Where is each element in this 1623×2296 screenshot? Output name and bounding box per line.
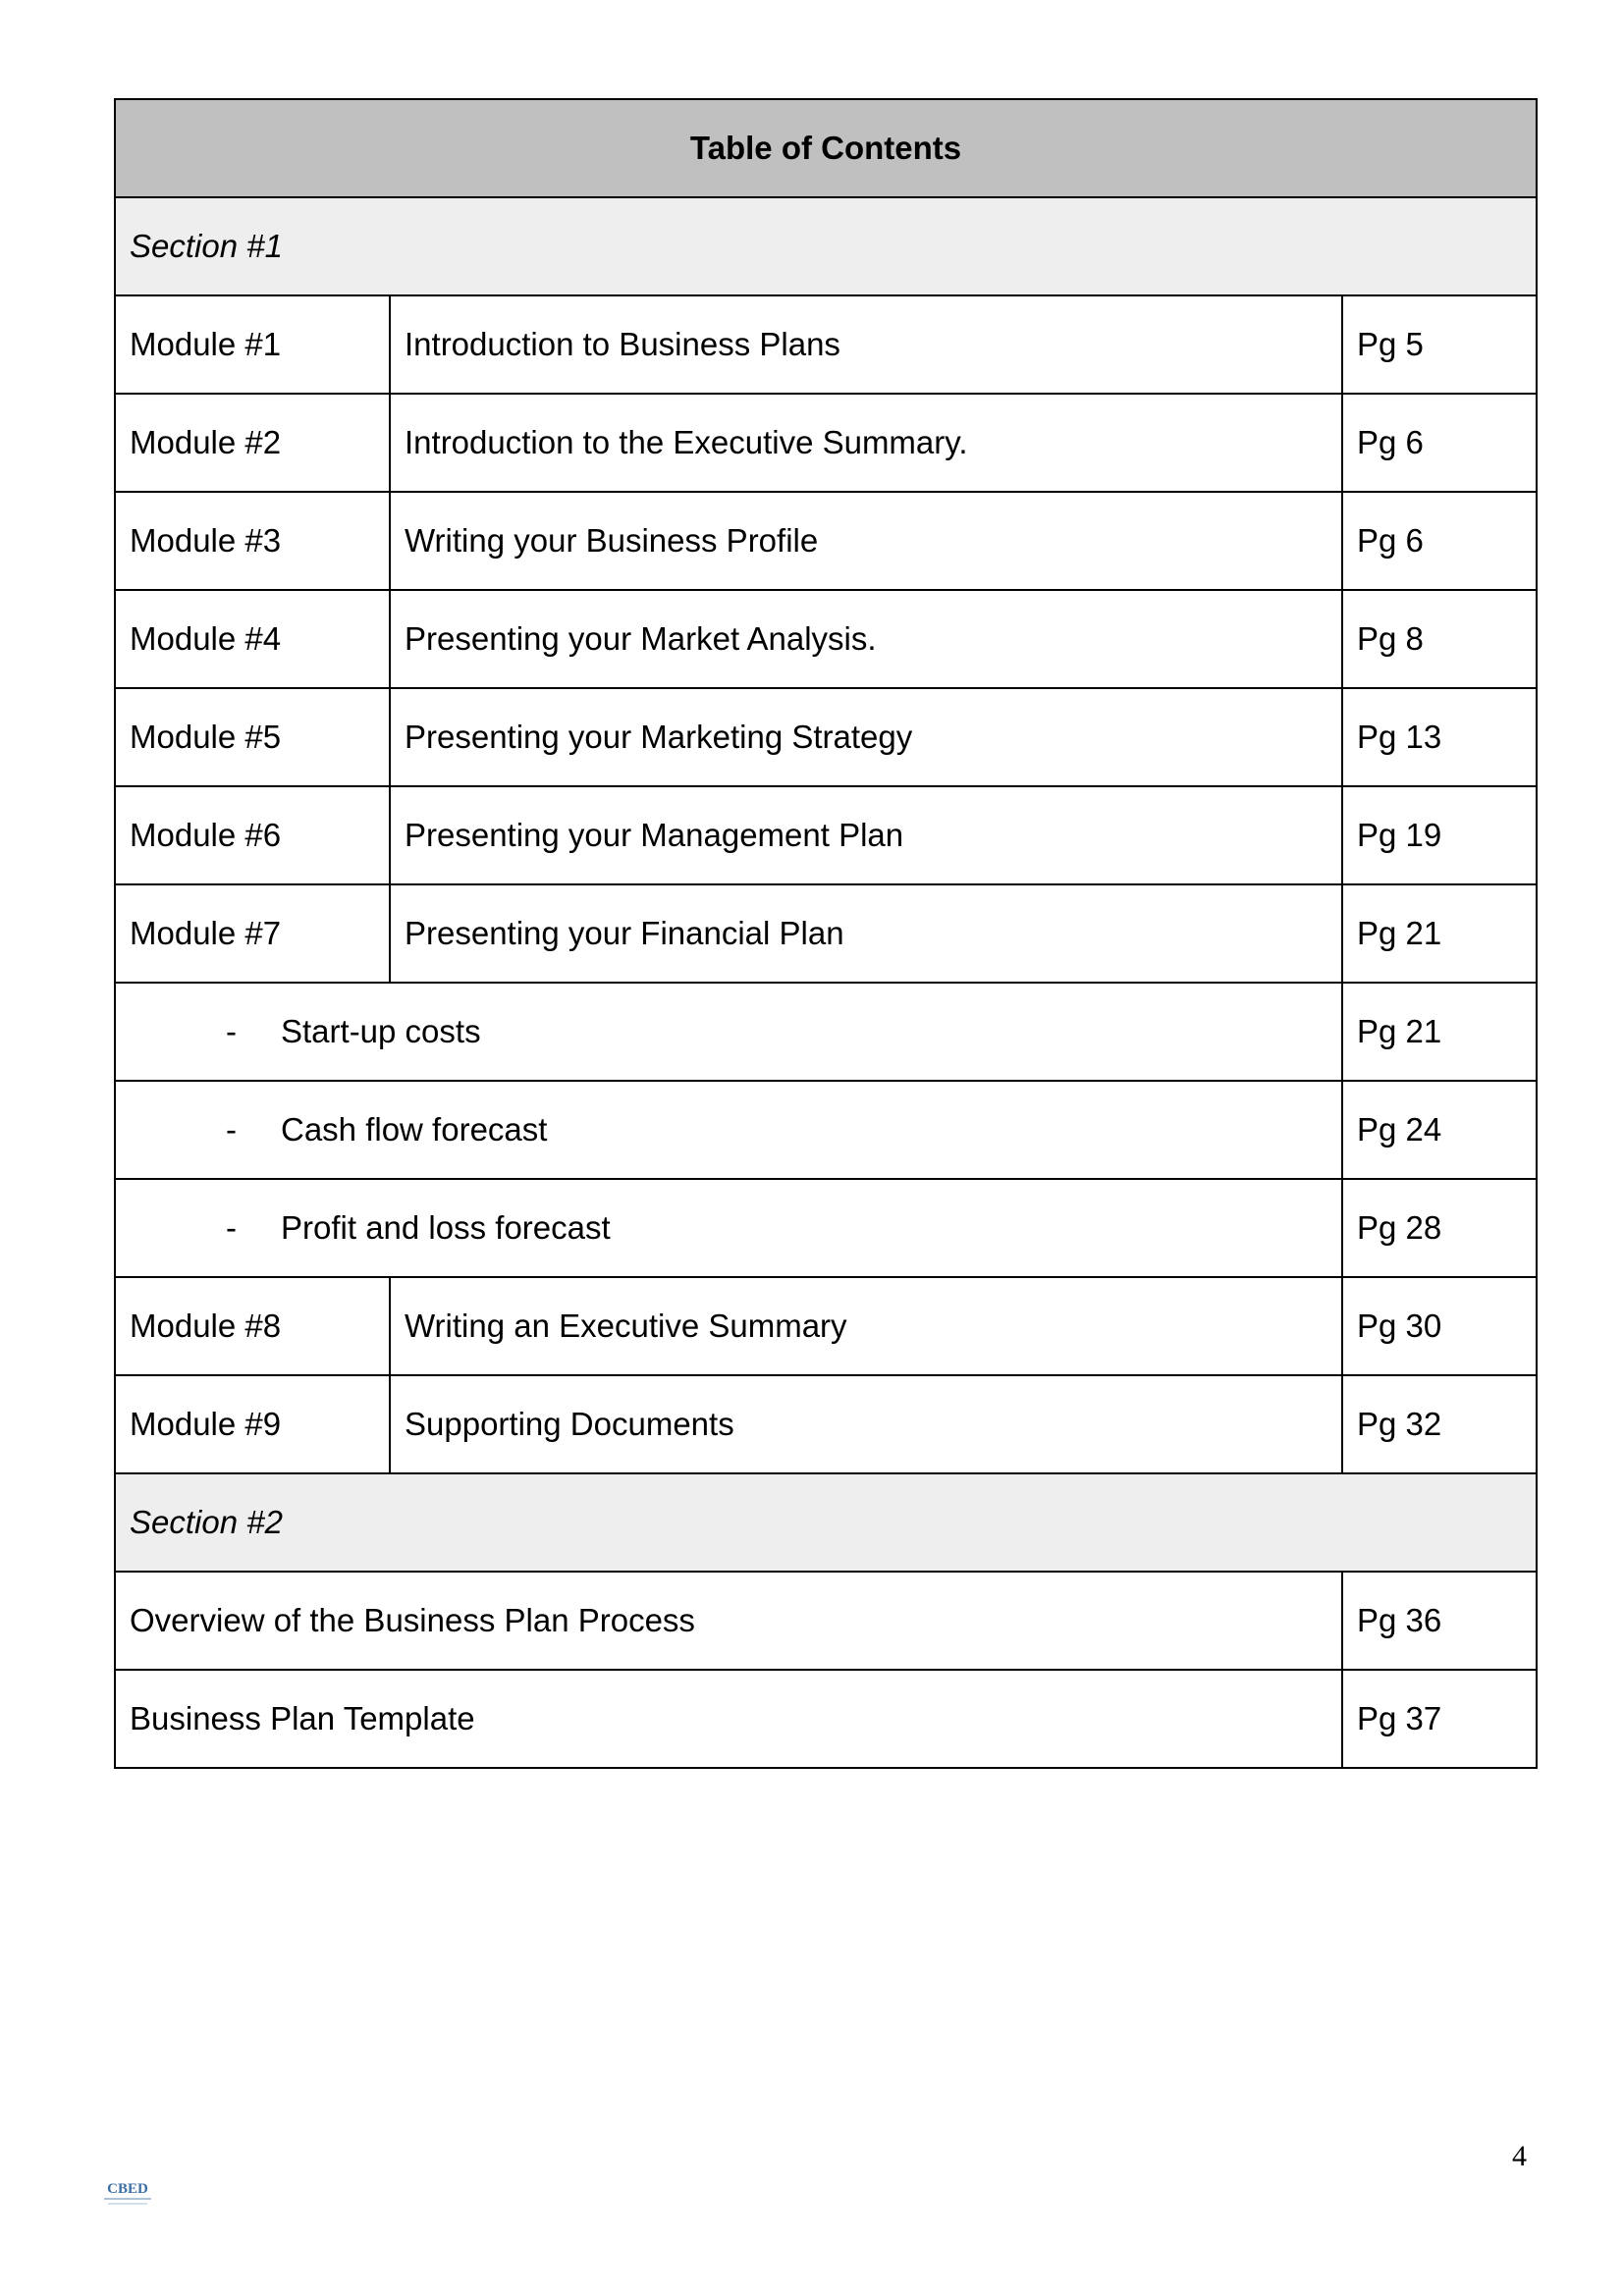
sub-item	[115, 1179, 1342, 1277]
section-label: Section #1	[115, 197, 1537, 295]
sub-item-bullet: -	[226, 1013, 237, 1049]
logo-text: CBED	[107, 2181, 148, 2197]
module-number: Module #5	[115, 688, 390, 786]
module-title: Presenting your Marketing Strategy	[390, 688, 1342, 786]
module-number: Module #1	[115, 295, 390, 394]
sub-item-bullet: -	[226, 1111, 237, 1148]
module-title: Presenting your Financial Plan	[390, 884, 1342, 983]
toc-row	[115, 1081, 1537, 1179]
toc-row	[115, 394, 1537, 492]
page-ref: Pg 21	[1342, 983, 1537, 1081]
toc-row	[115, 1670, 1537, 1768]
toc-row	[115, 1179, 1537, 1277]
page-ref: Pg 32	[1342, 1375, 1537, 1473]
toc-row	[115, 688, 1537, 786]
toc-body	[115, 99, 1537, 1768]
module-title: Supporting Documents	[390, 1375, 1342, 1473]
module-title: Presenting your Management Plan	[390, 786, 1342, 884]
page-ref: Pg 13	[1342, 688, 1537, 786]
page-ref: Pg 37	[1342, 1670, 1537, 1768]
page-ref: Pg 8	[1342, 590, 1537, 688]
page-ref: Pg 36	[1342, 1572, 1537, 1670]
module-number: Module #2	[115, 394, 390, 492]
sub-item-title: Profit and loss forecast	[281, 1209, 611, 1246]
module-title: Writing your Business Profile	[390, 492, 1342, 590]
toc-row	[115, 295, 1537, 394]
item-title: Overview of the Business Plan Process	[115, 1572, 1342, 1670]
sub-item	[115, 983, 1342, 1081]
module-number: Module #3	[115, 492, 390, 590]
module-title: Writing an Executive Summary	[390, 1277, 1342, 1375]
module-title: Introduction to the Executive Summary.	[390, 394, 1342, 492]
module-title: Presenting your Market Analysis.	[390, 590, 1342, 688]
page-ref: Pg 6	[1342, 394, 1537, 492]
page-ref: Pg 28	[1342, 1179, 1537, 1277]
toc-row	[115, 1277, 1537, 1375]
sub-item	[115, 1081, 1342, 1179]
toc-row	[115, 983, 1537, 1081]
page-ref: Pg 24	[1342, 1081, 1537, 1179]
page-number: 4	[1512, 2140, 1527, 2172]
toc-header-row	[115, 99, 1537, 197]
module-number: Module #6	[115, 786, 390, 884]
cbed-logo	[98, 2177, 157, 2211]
sub-item-title: Start-up costs	[281, 1013, 481, 1049]
toc-row	[115, 1375, 1537, 1473]
section-row	[115, 197, 1537, 295]
page-ref: Pg 6	[1342, 492, 1537, 590]
module-number: Module #7	[115, 884, 390, 983]
sub-item-bullet: -	[226, 1209, 237, 1246]
section-label: Section #2	[115, 1473, 1537, 1572]
page-ref: Pg 30	[1342, 1277, 1537, 1375]
toc-row	[115, 590, 1537, 688]
page-ref: Pg 5	[1342, 295, 1537, 394]
module-number: Module #8	[115, 1277, 390, 1375]
page-ref: Pg 19	[1342, 786, 1537, 884]
module-number: Module #4	[115, 590, 390, 688]
item-title: Business Plan Template	[115, 1670, 1342, 1768]
page-ref: Pg 21	[1342, 884, 1537, 983]
toc-row	[115, 1572, 1537, 1670]
sub-item-title: Cash flow forecast	[281, 1111, 548, 1148]
table-of-contents	[114, 98, 1538, 1769]
module-title: Introduction to Business Plans	[390, 295, 1342, 394]
section-row	[115, 1473, 1537, 1572]
toc-row	[115, 786, 1537, 884]
toc-row	[115, 884, 1537, 983]
toc-title: Table of Contents	[115, 99, 1537, 197]
toc-row	[115, 492, 1537, 590]
module-number: Module #9	[115, 1375, 390, 1473]
